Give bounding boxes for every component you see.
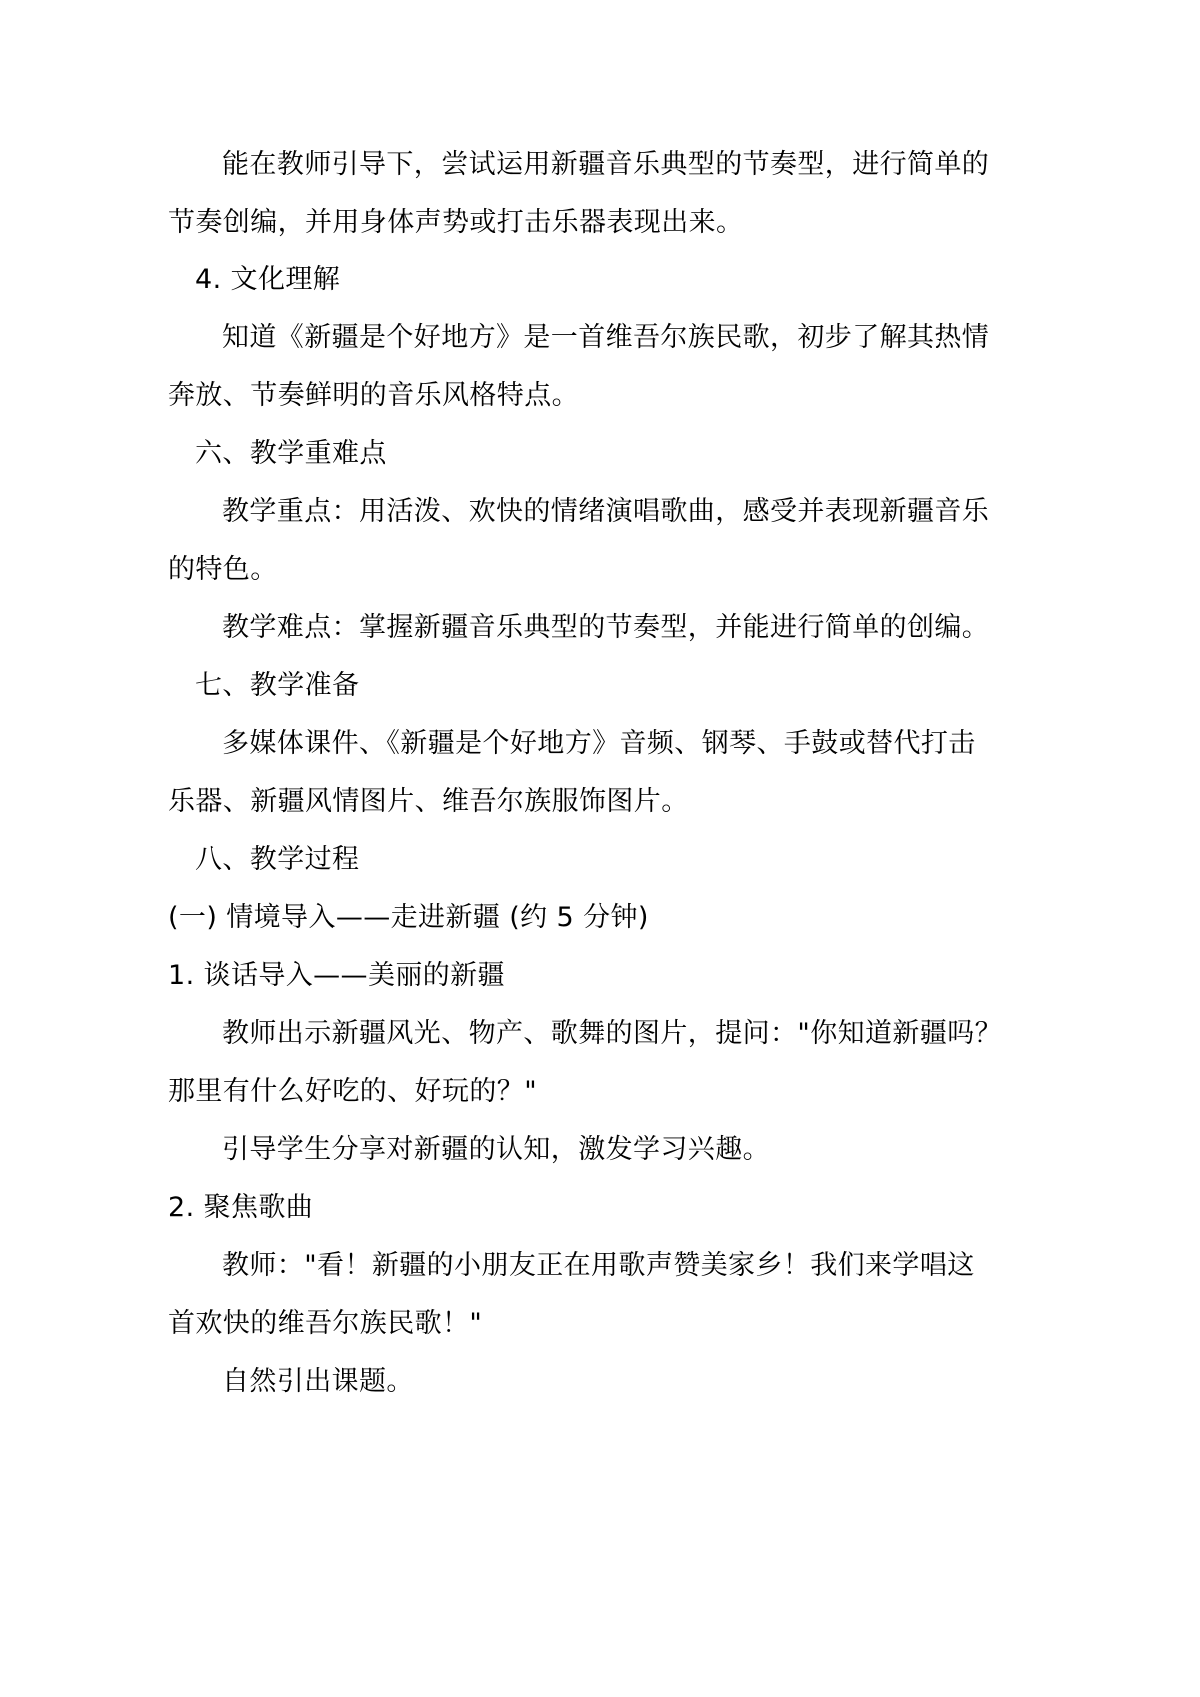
subsection-heading: 1. 谈话导入——美丽的新疆 [168, 960, 505, 991]
paragraph-line: 教师出示新疆风光、物产、歌舞的图片，提问："你知道新疆吗？ [222, 1018, 1003, 1049]
paragraph-line: 首欢快的维吾尔族民歌！" [168, 1308, 483, 1339]
paragraph-line: 那里有什么好吃的、好玩的？" [168, 1076, 538, 1107]
section-heading: 六、教学重难点 [195, 438, 387, 469]
section-heading: 4. 文化理解 [195, 264, 341, 295]
paragraph-line: 教师："看！新疆的小朋友正在用歌声赞美家乡！我们来学唱这 [222, 1250, 975, 1281]
paragraph-line: 知道《新疆是个好地方》是一首维吾尔族民歌，初步了解其热情 [222, 322, 990, 353]
paragraph-line: 的特色。 [168, 554, 278, 585]
subsection-heading: (一) 情境导入——走进新疆 (约 5 分钟) [168, 902, 649, 933]
paragraph-line: 引导学生分享对新疆的认知，激发学习兴趣。 [222, 1134, 770, 1165]
paragraph-line: 教学难点：掌握新疆音乐典型的节奏型，并能进行简单的创编。 [222, 612, 990, 643]
subsection-heading: 2. 聚焦歌曲 [168, 1192, 314, 1223]
section-heading: 七、教学准备 [195, 670, 360, 701]
section-heading: 八、教学过程 [195, 844, 360, 875]
paragraph-line: 教学重点：用活泼、欢快的情绪演唱歌曲，感受并表现新疆音乐 [222, 496, 990, 527]
paragraph-line: 多媒体课件、《新疆是个好地方》音频、钢琴、手鼓或替代打击 [222, 728, 976, 759]
paragraph-line: 自然引出课题。 [222, 1366, 414, 1397]
paragraph-line: 能在教师引导下，尝试运用新疆音乐典型的节奏型，进行简单的 [222, 149, 990, 180]
paragraph-line: 节奏创编，并用身体声势或打击乐器表现出来。 [168, 207, 744, 238]
paragraph-line: 乐器、新疆风情图片、维吾尔族服饰图片。 [168, 786, 689, 817]
paragraph-line: 奔放、节奏鲜明的音乐风格特点。 [168, 380, 579, 411]
